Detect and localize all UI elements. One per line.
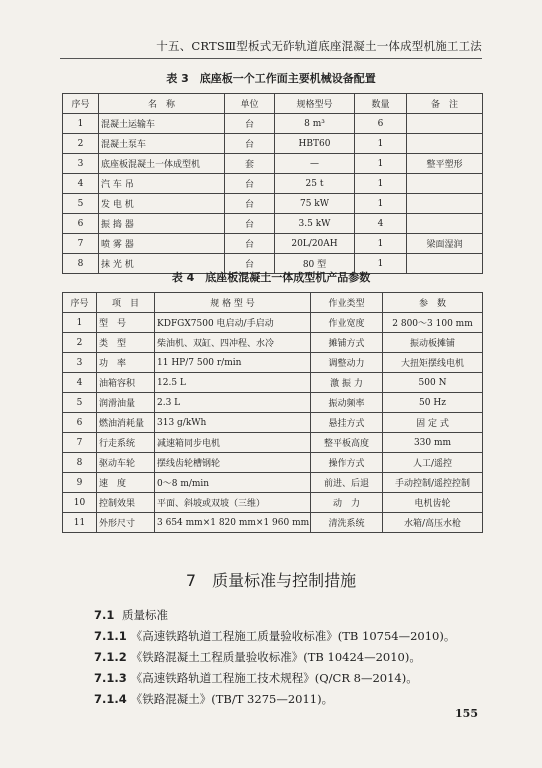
table-cell: 台 <box>225 114 275 134</box>
table-row <box>63 473 483 493</box>
column-header: 规 格 型 号 <box>155 293 311 313</box>
table-row <box>63 154 483 174</box>
table-cell: 整平板高度 <box>311 433 383 453</box>
table-cell: 9 <box>63 473 97 493</box>
table-row <box>63 433 483 453</box>
column-header: 规格型号 <box>275 94 355 114</box>
table-cell: 平面、斜坡或双坡（三维） <box>155 493 311 513</box>
table-cell: 操作方式 <box>311 453 383 473</box>
column-header: 备 注 <box>407 94 483 114</box>
table-cell: 330 mm <box>383 433 483 453</box>
table-cell: 控制效果 <box>97 493 155 513</box>
table-cell <box>407 174 483 194</box>
table-cell: 7 <box>63 234 99 254</box>
table-cell: 大扭矩摆线电机 <box>383 353 483 373</box>
subsection-number: 7.1 <box>94 608 115 622</box>
table-cell: 激 振 力 <box>311 373 383 393</box>
table-cell: 4 <box>63 174 99 194</box>
table-cell: 套 <box>225 154 275 174</box>
table-cell: 1 <box>355 134 407 154</box>
table-cell: 喷 雾 器 <box>99 234 225 254</box>
table-cell: 减速箱同步电机 <box>155 433 311 453</box>
running-header: 十五、CRTSⅢ型板式无砟轨道底座混凝土一体成型机施工工法 <box>60 38 482 59</box>
table-cell: 10 <box>63 493 97 513</box>
table-cell: 速 度 <box>97 473 155 493</box>
table-cell: 电机齿轮 <box>383 493 483 513</box>
table-row <box>63 194 483 214</box>
table-row <box>63 134 483 154</box>
table-cell: 3.5 kW <box>275 214 355 234</box>
item-number: 7.1.2 <box>94 650 127 664</box>
table-cell: HBT60 <box>275 134 355 154</box>
table-cell <box>407 114 483 134</box>
table-row <box>63 214 483 234</box>
table-cell: 1 <box>63 313 97 333</box>
parameter-table <box>62 292 483 533</box>
column-header: 名 称 <box>99 94 225 114</box>
table-cell: 1 <box>355 234 407 254</box>
table-cell: 汽 车 吊 <box>99 174 225 194</box>
table-cell: 抹 光 机 <box>99 254 225 274</box>
table-row <box>63 174 483 194</box>
section-title: 7 质量标准与控制措施 <box>185 571 357 590</box>
table-cell: 8 m³ <box>275 114 355 134</box>
table-cell: 3 <box>63 353 97 373</box>
table-cell: 发 电 机 <box>99 194 225 214</box>
item-number: 7.1.3 <box>94 671 127 685</box>
table-cell: 5 <box>63 194 99 214</box>
page-number: 155 <box>455 707 478 720</box>
table-cell: 2 <box>63 134 99 154</box>
table-row <box>63 393 483 413</box>
table-cell: 台 <box>225 134 275 154</box>
table-cell: 行走系统 <box>97 433 155 453</box>
table-cell: 手动控制/遥控控制 <box>383 473 483 493</box>
list-item <box>94 691 333 707</box>
table-cell: 整平塑形 <box>407 154 483 174</box>
table-row <box>63 234 483 254</box>
table-cell: 75 kW <box>275 194 355 214</box>
column-header: 序号 <box>63 293 97 313</box>
column-header: 作业类型 <box>311 293 383 313</box>
table-cell <box>407 214 483 234</box>
table-cell: 润滑油量 <box>97 393 155 413</box>
table-cell: 1 <box>355 174 407 194</box>
item-text: 《高速铁路轨道工程施工质量验收标准》(TB 10754—2010)。 <box>130 629 456 643</box>
table-cell: 313 g/kWh <box>155 413 311 433</box>
table-row <box>63 413 483 433</box>
table-cell: 清洗系统 <box>311 513 383 533</box>
table-cell: 4 <box>63 373 97 393</box>
table-cell: 类 型 <box>97 333 155 353</box>
column-header: 单位 <box>225 94 275 114</box>
table-cell: 6 <box>355 114 407 134</box>
table-cell: 7 <box>63 433 97 453</box>
column-header: 序号 <box>63 94 99 114</box>
table-cell: 振动板摊铺 <box>383 333 483 353</box>
list-item <box>94 649 421 665</box>
table-cell: 1 <box>355 254 407 274</box>
table-cell: 柴油机、双缸、四冲程、水冷 <box>155 333 311 353</box>
table-cell: 悬挂方式 <box>311 413 383 433</box>
equipment-table <box>62 93 483 274</box>
table-cell: KDFGX7500 电启动/手启动 <box>155 313 311 333</box>
table-cell: 固 定 式 <box>383 413 483 433</box>
table-cell: 外形尺寸 <box>97 513 155 533</box>
table-cell: 调整动力 <box>311 353 383 373</box>
table-cell: 摆线齿轮槽钢轮 <box>155 453 311 473</box>
table-cell: 台 <box>225 194 275 214</box>
table-cell: 梁面湿润 <box>407 234 483 254</box>
table-cell: 80 型 <box>275 254 355 274</box>
item-number: 7.1.4 <box>94 692 127 706</box>
table-row <box>63 373 483 393</box>
table-row <box>63 453 483 473</box>
table-row <box>63 114 483 134</box>
table-cell: 3 <box>63 154 99 174</box>
table-cell: 6 <box>63 413 97 433</box>
table-row <box>63 333 483 353</box>
table-cell: 摊铺方式 <box>311 333 383 353</box>
table-cell: 11 <box>63 513 97 533</box>
table-cell: 作业宽度 <box>311 313 383 333</box>
table-cell: 11 HP/7 500 r/min <box>155 353 311 373</box>
table-cell: 水箱/高压水枪 <box>383 513 483 533</box>
table-cell: 12.5 L <box>155 373 311 393</box>
table-cell: 2 <box>63 333 97 353</box>
table-cell: 50 Hz <box>383 393 483 413</box>
table-cell: 振动频率 <box>311 393 383 413</box>
table4-caption: 表 4 底座板混凝土一体成型机产品参数 <box>171 271 371 284</box>
table-cell: 振 捣 器 <box>99 214 225 234</box>
column-header: 参 数 <box>383 293 483 313</box>
table-cell: 20L/20AH <box>275 234 355 254</box>
table-cell: 前进、后退 <box>311 473 383 493</box>
column-header: 项 目 <box>97 293 155 313</box>
item-text: 《高速铁路轨道工程施工技术规程》(Q/CR 8—2014)。 <box>130 671 418 685</box>
table-cell: 油箱容积 <box>97 373 155 393</box>
table-row <box>63 493 483 513</box>
table-cell: 3 654 mm×1 820 mm×1 960 mm <box>155 513 311 533</box>
table-cell: 人工/遥控 <box>383 453 483 473</box>
table-cell: 型 号 <box>97 313 155 333</box>
item-number: 7.1.1 <box>94 629 127 643</box>
table-cell: 2 800～3 100 mm <box>383 313 483 333</box>
table-cell: 25 t <box>275 174 355 194</box>
item-text: 《铁路混凝土》(TB/T 3275—2011)。 <box>130 692 334 706</box>
table-cell: 0～8 m/min <box>155 473 311 493</box>
table-cell: 1 <box>355 194 407 214</box>
table-cell: 功 率 <box>97 353 155 373</box>
item-text: 《铁路混凝土工程质量验收标准》(TB 10424—2010)。 <box>130 650 421 664</box>
table-row <box>63 313 483 333</box>
table3-caption: 表 3 底座板一个工作面主要机械设备配置 <box>166 72 376 85</box>
table-cell: 台 <box>225 214 275 234</box>
table-cell: 台 <box>225 254 275 274</box>
table-cell: 台 <box>225 174 275 194</box>
table-cell: 5 <box>63 393 97 413</box>
list-item <box>94 670 418 686</box>
table-cell: — <box>275 154 355 174</box>
table-cell: 驱动车轮 <box>97 453 155 473</box>
column-header: 数量 <box>355 94 407 114</box>
table-cell: 500 N <box>383 373 483 393</box>
subsection-heading <box>94 607 168 623</box>
table-cell: 8 <box>63 453 97 473</box>
table-cell: 底座板混凝土一体成型机 <box>99 154 225 174</box>
table-cell: 混凝土运输车 <box>99 114 225 134</box>
table-row <box>63 353 483 373</box>
table-cell: 1 <box>63 114 99 134</box>
table-cell: 8 <box>63 254 99 274</box>
subsection-title: 质量标准 <box>122 608 169 622</box>
table-cell: 动 力 <box>311 493 383 513</box>
table-cell: 混凝土泵车 <box>99 134 225 154</box>
table-cell: 台 <box>225 234 275 254</box>
table-cell: 2.3 L <box>155 393 311 413</box>
table-cell <box>407 134 483 154</box>
table-cell <box>407 194 483 214</box>
table-cell: 4 <box>355 214 407 234</box>
table-cell: 燃油消耗量 <box>97 413 155 433</box>
list-item <box>94 628 455 644</box>
table-row <box>63 513 483 533</box>
table-cell: 6 <box>63 214 99 234</box>
table-cell: 1 <box>355 154 407 174</box>
